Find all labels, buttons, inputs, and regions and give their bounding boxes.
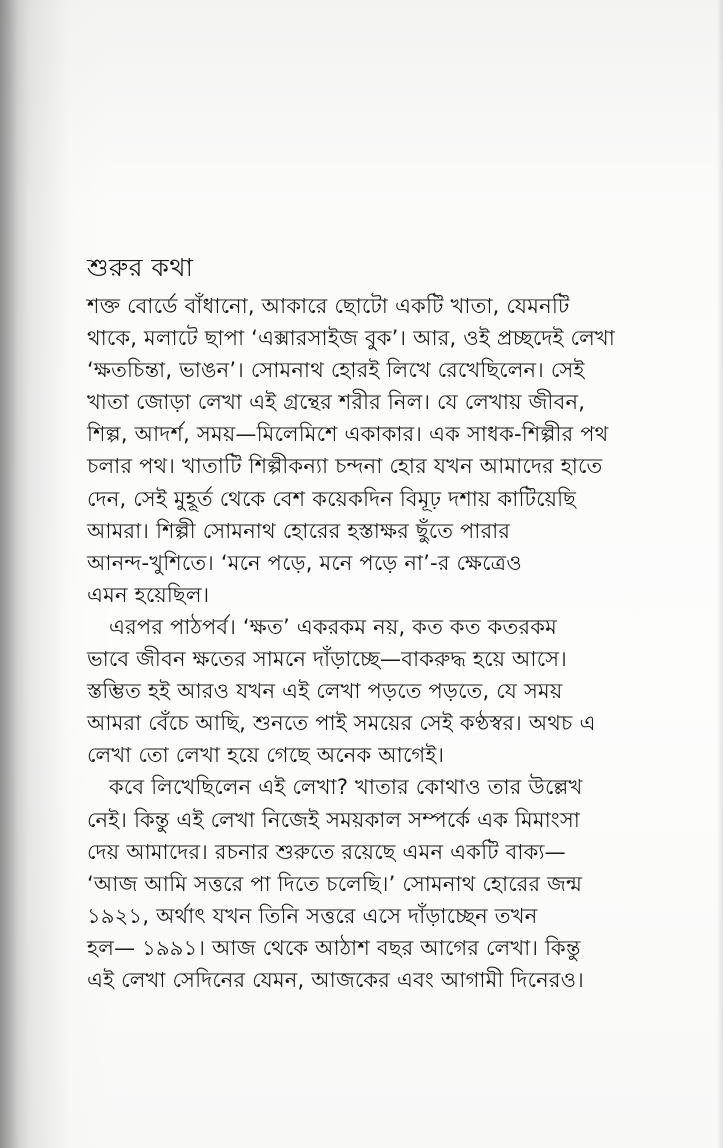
text-line: আমরা। শিল্পী সোমনাথ হোরের হস্তাক্ষর ছুঁতে পারার — [87, 518, 511, 543]
text-line: লেখা তো লেখা হয়ে গেছে অনেক আগেই। — [87, 743, 445, 768]
text-line: এমন হয়েছিল। — [87, 582, 210, 607]
text-line: আমরা বেঁচে আছি, শুনতে পাই সময়ের সেই কণ্ঠস্বর। অথচ এ — [87, 711, 596, 736]
text-line: ১৯২১, অর্থাৎ যখন তিনি সত্তরে এসে দাঁড়াচ্ছেন তখন — [87, 903, 538, 928]
text-line: এরপর পাঠপর্ব। ‘ক্ষত’ একরকম নয়, কত কত কতরকম — [109, 614, 558, 639]
text-line: এই লেখা সেদিনের যেমন, আজকের এবং আগামী দিনেরও। — [87, 967, 584, 992]
text-line: খাতা জোড়া লেখা এই গ্রন্থের শরীর নিল। যে লেখায় জীবন, — [87, 390, 586, 415]
text-line: ‘আজ আমি সত্তরে পা দিতে চলেছি।’ সোমনাথ হোরের জন্ম — [87, 871, 583, 896]
text-line: আনন্দ-খুশিতে। ‘মনে পড়ে, মনে পড়ে না’-র ক্ষেত্রেও — [87, 550, 522, 575]
text-line: দেয় আমাদের। রচনার শুরুতে রয়েছে এমন একটি বাক্য— — [87, 839, 566, 864]
section-heading: শুরুর কথা — [87, 253, 194, 282]
page-edge-shadow — [717, 0, 723, 1148]
text-line: দেন, সেই মুহূর্ত থেকে বেশ কয়েকদিন বিমূঢ় দশায় কাটিয়েছি — [87, 486, 577, 511]
text-line: হল— ১৯৯১। আজ থেকে আঠাশ বছর আগের লেখা। কিন্তু — [87, 935, 581, 960]
text-line: কবে লিখেছিলেন এই লেখা? খাতার কোথাও তার উল্লেখ — [109, 775, 583, 800]
text-line: স্তম্ভিত হই আরও যখন এই লেখা পড়তে পড়তে, যে সময় — [87, 679, 563, 704]
text-line: চলার পথ। খাতাটি শিল্পীকন্যা চন্দনা হোর যখন আমাদের হাতে — [87, 454, 603, 479]
text-line: থাকে, মলাটে ছাপা ‘এক্সারসাইজ বুক’। আর, ওই প্রচ্ছদেই লেখা — [87, 326, 615, 351]
binding-shadow — [0, 0, 18, 1148]
body-text — [87, 290, 647, 996]
text-line: ‘ক্ষতচিন্তা, ভাঙন’। সোমনাথ হোরই লিখে রেখেছিলেন। সেই — [87, 358, 585, 383]
text-line: ভাবে জীবন ক্ষতের সামনে দাঁড়াচ্ছে—বাকরুদ্ধ হয়ে আসে। — [87, 647, 567, 672]
text-line: শক্ত বোর্ডে বাঁধানো, আকারে ছোটো একটি খাতা, যেমনটি — [87, 294, 570, 318]
text-line: নেই। কিন্তু এই লেখা নিজেই সময়কাল সম্পর্কে এক মিমাংসা — [87, 807, 581, 832]
text-line: শিল্প, আদর্শ, সময়—মিলেমিশে একাকার। এক সাধক-শিল্পীর পথ — [87, 422, 609, 447]
